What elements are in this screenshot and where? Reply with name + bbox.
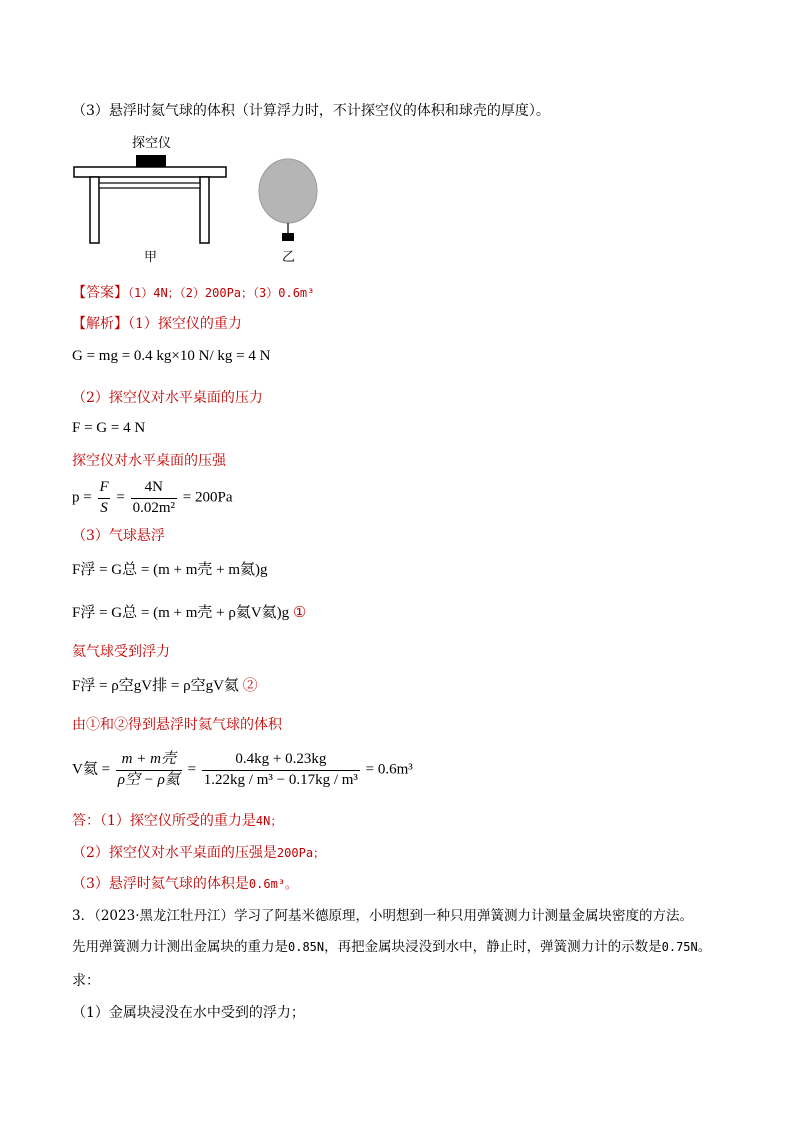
- q3-prompt: （3）悬浮时氦气球的体积（计算浮力时，不计探空仪的体积和球壳的厚度）。: [72, 103, 550, 119]
- conclusion-1-value: 4N；: [255, 814, 283, 828]
- eq6-mark: ②: [242, 678, 258, 694]
- conclusion-2-value: 200Pa；: [276, 846, 326, 860]
- eq7-f2-num: 0.4kg + 0.23kg: [235, 751, 327, 767]
- eq7-frac-values: [202, 750, 360, 790]
- equation-buoyancy: [72, 677, 258, 697]
- analysis-p2-text: （2）探空仪对水平桌面的压力: [72, 390, 263, 406]
- answer-line: [72, 284, 314, 302]
- eq7-f1-den: ρ空 − ρ氦: [116, 770, 182, 791]
- derive-text: 由①和②得到悬浮时氦气球的体积: [72, 717, 282, 733]
- equation-pressure: [72, 478, 233, 518]
- eq3-frac-values: [131, 478, 177, 518]
- table-leg-left: [90, 177, 99, 243]
- equation-force: F = G = 4 N: [72, 420, 146, 436]
- eq7-eq: =: [187, 761, 197, 778]
- problem3-line2-c: 。: [697, 939, 712, 955]
- analysis-tag: 【解析】: [72, 316, 128, 332]
- conclusion-2-prefix: （2）探空仪对水平桌面的压强是: [72, 845, 277, 861]
- eq3-eq: =: [116, 489, 125, 506]
- eq7-f1-num: m + m壳: [121, 751, 176, 767]
- analysis-p3-text: （3）气球悬浮: [72, 528, 165, 544]
- figure-table-balloon: [70, 133, 330, 268]
- analysis-line-1: [72, 315, 242, 333]
- eq3-f-num: F: [99, 479, 109, 495]
- problem3-line1: 3．（2023·黑龙江牡丹江）学习了阿基米德原理，小明想到一种只用弹簧测力计测量金属块密度的方法。: [72, 908, 693, 924]
- conclusion-1: [72, 812, 282, 830]
- eq3-frac-fs: [97, 478, 110, 518]
- eq3-result: = 200Pa: [182, 489, 233, 506]
- table-crossbar: [99, 183, 200, 188]
- label-jia: 甲: [144, 250, 158, 265]
- equation-gravity: G = mg = 0.4 kg×10 N/ kg = 4 N: [72, 348, 271, 364]
- eq7-f2-den: 1.22kg / m³ − 0.17kg / m³: [202, 770, 360, 791]
- conclusion-3-value: 0.6m³。: [248, 877, 298, 891]
- conclusion-3: [72, 875, 297, 893]
- conclusion-1-prefix: 答：（1）探空仪所受的重力是: [72, 813, 256, 829]
- equation-balance: F浮 = G总 = (m + m壳 + m氦)g: [72, 562, 268, 578]
- eq3-n-den: 0.02m²: [131, 498, 177, 519]
- problem3-reading: 0.75N: [661, 940, 698, 954]
- problem3-line2-a: 先用弹簧测力计测出金属块的重力是: [72, 939, 288, 955]
- analysis-p1-text: （1）探空仪的重力: [128, 316, 242, 332]
- eq7-lhs: V氦 =: [72, 761, 111, 778]
- conclusion-2: [72, 844, 325, 862]
- eq3-n-num: 4N: [144, 479, 163, 495]
- problem3-line2-b: ，再把金属块浸没到水中，静止时，弹簧测力计的示数是: [324, 939, 662, 955]
- eq6-body: F浮 = ρ空gV排 = ρ空gV氦: [72, 678, 239, 694]
- buoyancy-text: 氦气球受到浮力: [72, 644, 170, 660]
- detector-on-table: [136, 155, 166, 167]
- label-yi: 乙: [282, 250, 296, 265]
- problem3-line2: [72, 939, 711, 957]
- problem3-line3: 求：: [72, 973, 100, 989]
- label-device: 探空仪: [132, 136, 172, 151]
- eq3-f-den: S: [98, 498, 110, 519]
- eq3-lhs: p =: [72, 489, 92, 506]
- conclusion-3-prefix: （3）悬浮时氦气球的体积是: [72, 876, 249, 892]
- problem3-weight: 0.85N: [288, 940, 325, 954]
- answer-tag: 【答案】: [72, 285, 128, 301]
- detector-under-balloon: [282, 233, 294, 241]
- answer-text: （1）4N；（2）200Pa；（3）0.6m³: [128, 286, 315, 300]
- table-leg-right: [200, 177, 209, 243]
- equation-balance-expanded: [72, 604, 306, 624]
- eq7-result: = 0.6m³: [365, 761, 413, 778]
- problem3-line4: （1）金属块浸没在水中受到的浮力；: [72, 1005, 305, 1021]
- eq5-body: F浮 = G总 = (m + m壳 + ρ氦V氦)g: [72, 605, 290, 621]
- table-top: [74, 167, 226, 177]
- pressure-text: 探空仪对水平桌面的压强: [72, 453, 226, 469]
- eq7-frac-symbolic: [116, 750, 182, 790]
- helium-balloon: [259, 159, 317, 223]
- eq5-mark: ①: [292, 605, 307, 621]
- equation-volume: [72, 750, 413, 790]
